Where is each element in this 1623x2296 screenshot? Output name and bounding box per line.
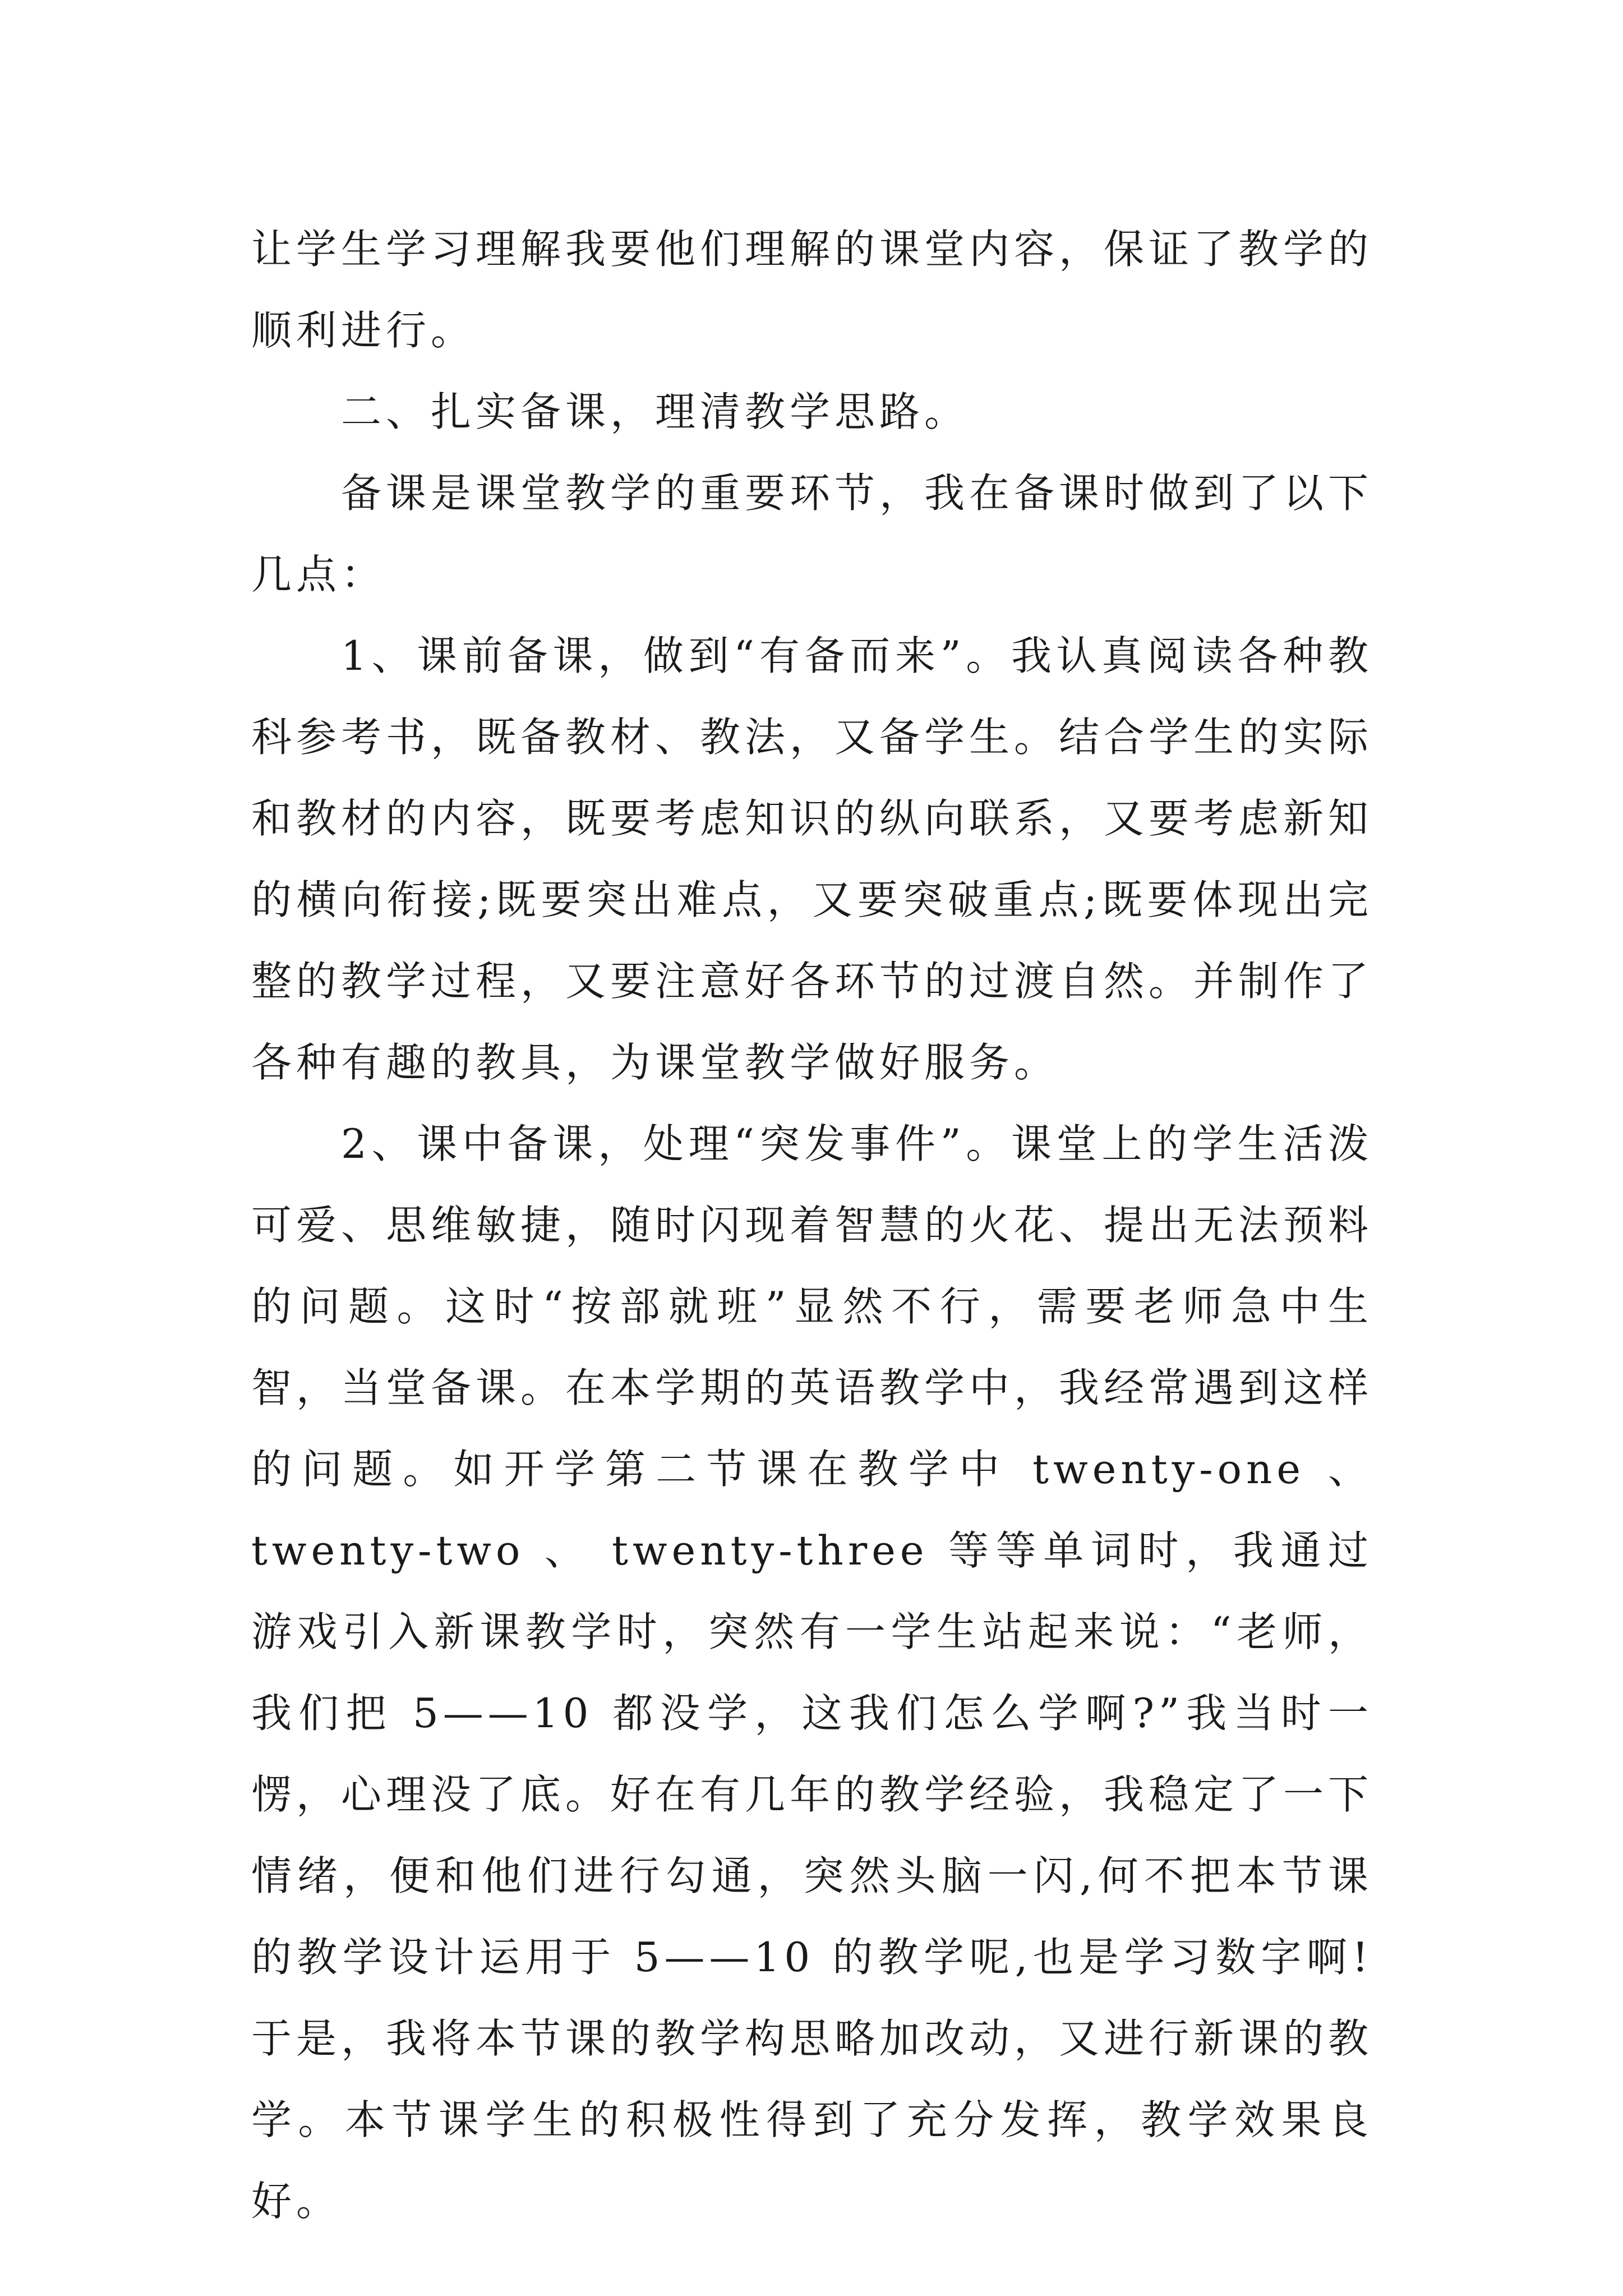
paragraph-continuation: 让学生学习理解我要他们理解的课堂内容，保证了教学的顺利进行。: [251, 226, 1373, 354]
paragraph-point-1: 1、课前备课，做到“有备而来”。我认真阅读各种教科参考书，既备教材、教法，又备学生。结合学生的实际和教材的内容，既要考虑知识的纵向联系，又要考虑新知的横向衔接;既要突出难点，又要突破重点;既要体现出完整的教学过程，又要注意好各环节的过渡自然。并制作了各种有趣的教具，为课堂教学做好服务。: [251, 632, 1373, 1086]
paragraph-intro: 备课是课堂教学的重要环节，我在备课时做到了以下几点：: [251, 470, 1373, 598]
paragraph-point-2: 2、课中备课，处理“突发事件”。课堂上的学生活泼可爱、思维敏捷，随时闪现着智慧的火花、提出无法预料的问题。这时“按部就班”显然不行，需要老师急中生智，当堂备课。在本学期的英语教学中，我经常遇到这样的问题。如开学第二节课在教学中 twenty-one 、 twenty-two 、 twenty-three 等等单词时，我通过游戏引入新课教学时，突然有一学生站起来说：“老师，我们把 5——10 都没学，这我们怎么学啊?”我当时一愣，心理没了底。好在有几年的教学经验，我稳定了一下情绪，便和他们进行勾通，突然头脑一闪,何不把本节课的教学设计运用于 5——10 的教学呢,也是学习数字啊!于是，我将本节课的教学构思略加改动，又进行新课的教学。本节课学生的积极性得到了充分发挥，教学效果良好。: [251, 1120, 1373, 2225]
section-heading: 二、扎实备课，理清教学思路。: [341, 388, 970, 435]
document-body: [251, 209, 1373, 2242]
